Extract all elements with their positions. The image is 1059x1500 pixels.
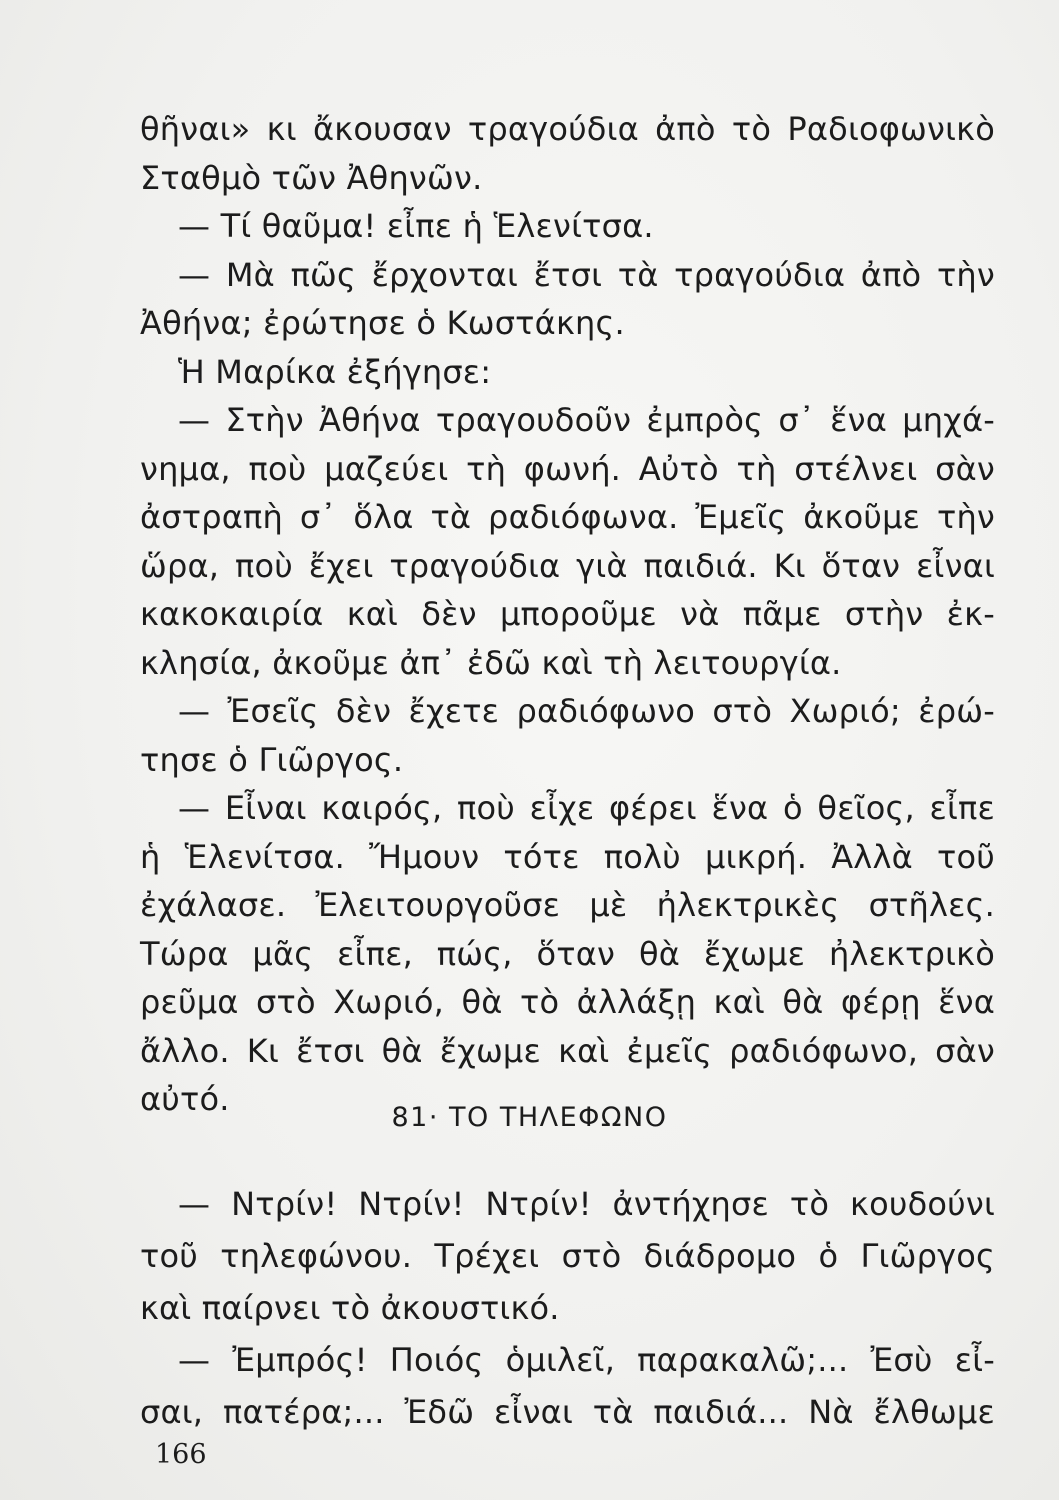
text-line: τοῦ τηλεφώνου. Τρέχει στὸ διάδρομο ὁ Γιῶργος bbox=[140, 1237, 995, 1275]
text-line: ἡ Ἑλενίτσα. Ἤμουν τότε πολὺ μικρή. Ἀλλὰ τοῦ bbox=[140, 837, 995, 876]
text-line: κακοκαιρία καὶ δὲν μποροῦμε νὰ πᾶμε στὴν ἐκ- bbox=[140, 595, 995, 633]
text-line: Ἀθήνα; ἐρώτησε ὁ Κωστάκης. bbox=[140, 304, 625, 342]
text-line: τησε ὁ Γιῶργος. bbox=[140, 740, 404, 779]
text-line: Ἡ Μαρίκα ἐξήγησε: bbox=[178, 352, 492, 391]
page-number: 166 bbox=[155, 1439, 207, 1470]
text-line: Σταθμὸ τῶν Ἀθηνῶν. bbox=[140, 158, 483, 197]
text-line: — Ἐμπρός! Ποιός ὁμιλεῖ, παρακαλῶ;... Ἐσὺ εἶ- bbox=[178, 1341, 995, 1379]
text-line: αὐτό. bbox=[140, 1080, 230, 1118]
text-line: — Μὰ πῶς ἔρχονται ἔτσι τὰ τραγούδια ἀπὸ τὴν bbox=[178, 255, 995, 294]
text-line: νημα, ποὺ μαζεύει τὴ φωνή. Αὐτὸ τὴ στέλνει σὰν bbox=[140, 449, 995, 488]
text-line: — Ἐσεῖς δὲν ἔχετε ραδιόφωνο στὸ Χωριό; ἐρώ- bbox=[178, 692, 995, 730]
text-line: κλησία, ἀκοῦμε ἀπ᾽ ἐδῶ καὶ τὴ λειτουργία. bbox=[140, 643, 842, 682]
text-line: — Ντρίν! Ντρίν! Ντρίν! ἀντήχησε τὸ κουδούνι bbox=[178, 1185, 995, 1223]
text-line: ρεῦμα στὸ Χωριό, θὰ τὸ ἀλλάξῃ καὶ θὰ φέρῃ ἕνα bbox=[140, 983, 995, 1021]
text-line: — Στὴν Ἀθήνα τραγουδοῦν ἐμπρὸς σ᾽ ἕνα μηχά- bbox=[178, 401, 995, 439]
text-line: ἀστραπὴ σ᾽ ὅλα τὰ ραδιόφωνα. Ἐμεῖς ἀκοῦμε τὴν bbox=[140, 498, 995, 536]
text-line: σαι, πατέρα;... Ἐδῶ εἶναι τὰ παιδιά... Νὰ ἔλθωμε bbox=[140, 1393, 995, 1431]
text-line: ὥρα, ποὺ ἔχει τραγούδια γιὰ παιδιά. Κι ὅταν εἶναι bbox=[140, 546, 995, 585]
text-line: ἄλλο. Κι ἔτσι θὰ ἔχωμε καὶ ἐμεῖς ραδιόφωνο, σὰν bbox=[140, 1031, 995, 1070]
text-line: ἐχάλασε. Ἐλειτουργοῦσε μὲ ἠλεκτρικὲς στῆλες. bbox=[140, 886, 995, 924]
text-line: καὶ παίρνει τὸ ἀκουστικό. bbox=[140, 1289, 560, 1327]
text-line: Τώρα μᾶς εἶπε, πώς, ὅταν θὰ ἔχωμε ἠλεκτρικὸ bbox=[140, 934, 995, 973]
text-line: — Τί θαῦμα! εἶπε ἡ Ἑλενίτσα. bbox=[178, 207, 654, 245]
section-heading: 81· ΤΟ ΤΗΛΕΦΩΝΟ bbox=[391, 1102, 668, 1133]
text-line: θῆναι» κι ἄκουσαν τραγούδια ἀπὸ τὸ Ραδιοφωνικὸ bbox=[140, 110, 995, 148]
text-line: — Εἶναι καιρός, ποὺ εἶχε φέρει ἕνα ὁ θεῖος, εἶπε bbox=[178, 789, 995, 827]
